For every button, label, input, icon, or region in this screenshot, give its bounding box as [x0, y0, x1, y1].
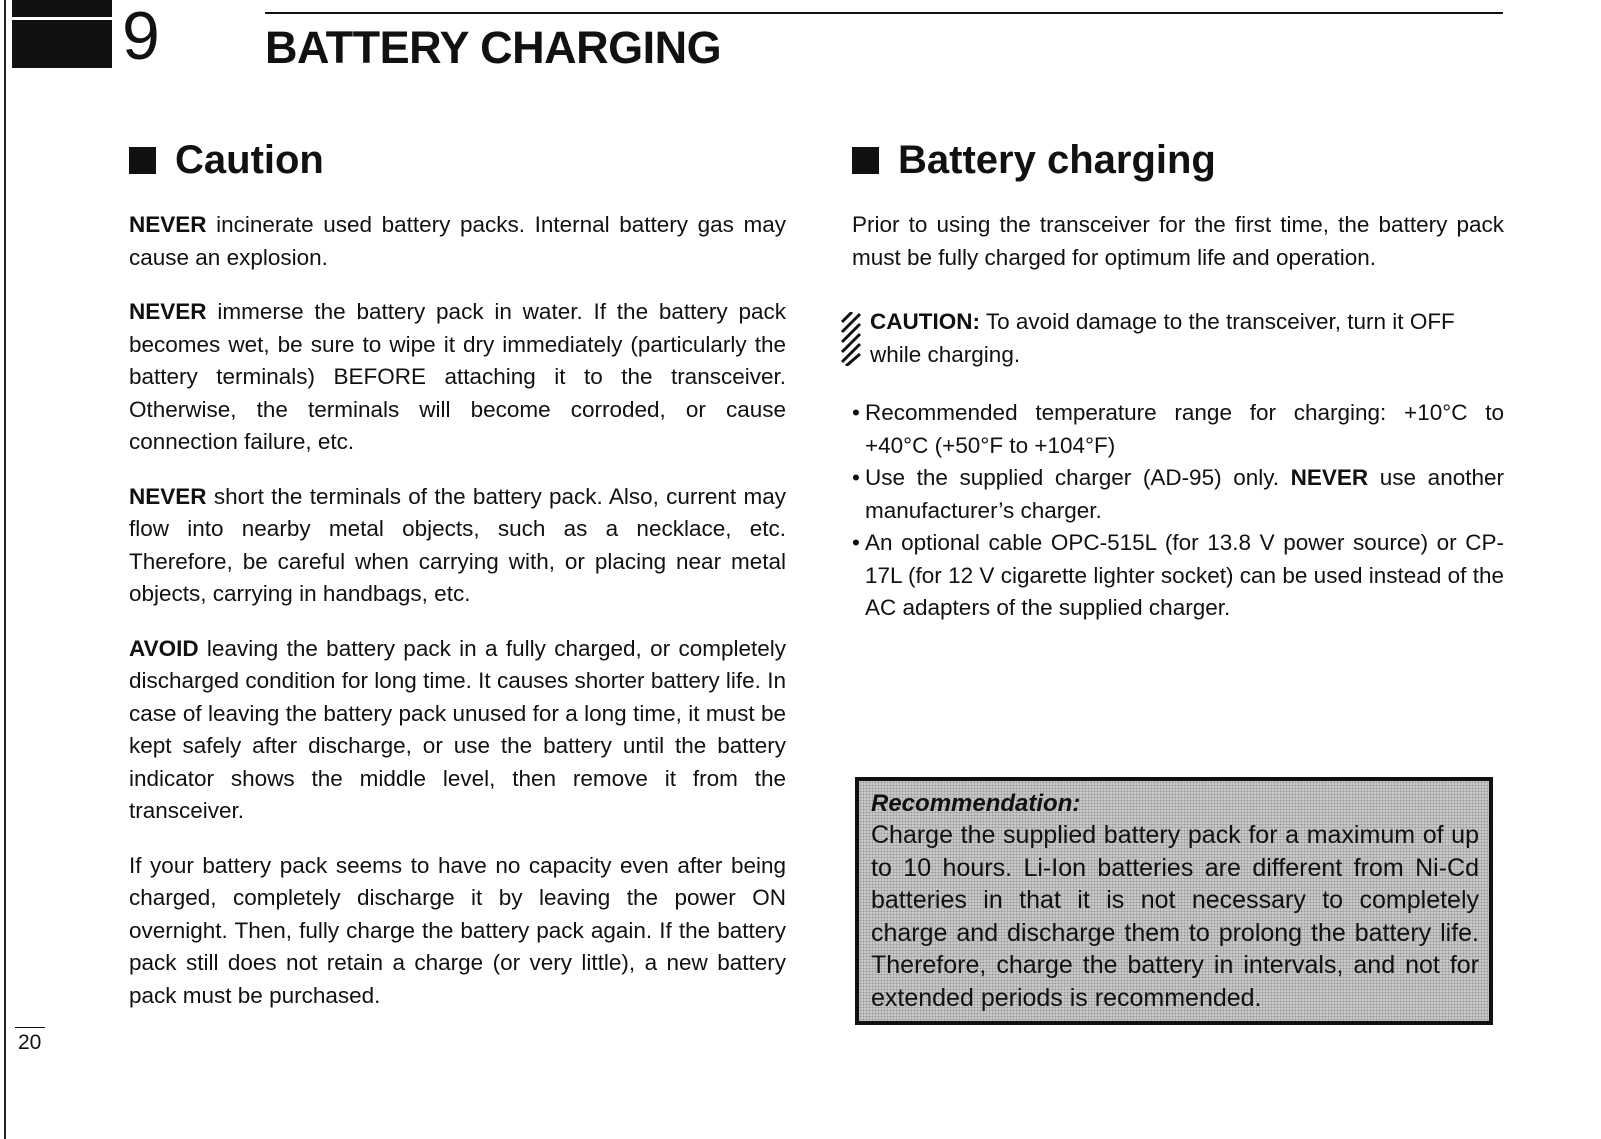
caution-paragraph-5: If your battery pack seems to have no capacity even after being charged, completely discharge it by leaving the power ON overnight. Then, fully charge the battery pack again. If the battery pack still does not retain a charge (or very little), a new battery pack must be purchased. [129, 852, 786, 1008]
chapter-title: BATTERY CHARGING [265, 22, 722, 73]
bullet-dot: • [852, 400, 860, 425]
recommendation-text: Charge the supplied battery pack for a maximum of up to 10 hours. Li-Ion batteries are different from Ni-Cd batteries in that it is not necessary to completely charge and discharge them to prolong the battery life. Therefore, charge the battery in intervals, and not for extended periods is recommended. [871, 821, 1479, 1012]
caution-hatch-icon [840, 312, 864, 366]
list-item-text: An optional cable OPC-515L (for 13.8 V power source) or CP-17L (for 12 V cigarette lighter socket) can be used instead of the AC adapters of the supplied charger. [865, 530, 1504, 620]
charging-intro: Prior to using the transceiver for the first time, the battery pack must be fully charged for optimum life and operation. [852, 212, 1504, 270]
paragraph-lead: AVOID [129, 635, 199, 661]
chapter-number: 9 [122, 0, 160, 74]
caution-note [840, 306, 1504, 371]
paragraph-text: immerse the battery pack in water. If the battery pack becomes wet, be sure to wipe it dry immediately (particularly the battery terminals) BEFORE attaching it to the transceiver. Otherwise, the terminals will become corroded, or cause connection failure, etc. [129, 299, 786, 454]
list-item-text-post: use another manufacturer’s charger. [865, 465, 1504, 523]
recommendation-title: Recommendation: [871, 790, 1081, 817]
battery-charging-column [852, 209, 1504, 625]
caution-heading-text: Caution [175, 138, 324, 182]
recommendation-box [855, 777, 1493, 1025]
page-number-rule [15, 1027, 45, 1028]
list-item [852, 462, 1504, 527]
list-item [852, 527, 1504, 625]
bullet-dot: • [852, 465, 860, 490]
caution-paragraph-1 [129, 209, 786, 274]
chapter-tab-block [12, 0, 112, 68]
battery-charging-heading [852, 137, 1216, 183]
caution-note-text [870, 306, 1504, 371]
list-item-text-pre: Use the supplied charger (AD-95) only. [865, 465, 1291, 490]
page-edge-line [4, 0, 6, 1139]
caution-column [129, 209, 786, 1034]
paragraph-text: short the terminals of the battery pack. Also, current may flow into nearby metal objects, such as a necklace, etc. Therefore, be careful when carrying with, or placing near metal objects, carrying in handbags, etc. [129, 483, 786, 606]
paragraph-lead: NEVER [129, 483, 207, 509]
chapter-title-rule [265, 12, 1503, 14]
list-item [852, 397, 1504, 462]
battery-charging-heading-text: Battery charging [898, 138, 1216, 182]
caution-paragraph-2 [129, 296, 786, 459]
paragraph-lead: NEVER [129, 299, 207, 324]
list-item-text-bold: NEVER [1290, 465, 1369, 490]
square-bullet-icon [852, 147, 879, 174]
list-item-text: Recommended temperature range for charging: +10°C to +40°C (+50°F to +104°F) [865, 400, 1504, 458]
page-number: 20 [18, 1031, 42, 1054]
square-bullet-icon [129, 147, 156, 174]
charging-bullet-list [852, 397, 1504, 625]
paragraph-text: leaving the battery pack in a fully charged, or completely discharged condition for long time. It causes shorter battery life. In case of leaving the battery pack unused for a long time, it must be kept safely after discharge, or use the battery until the battery indicator shows the middle level, then remove it from the transceiver. [129, 635, 786, 823]
chapter-tab-notch [12, 17, 112, 20]
caution-label: CAUTION: [870, 309, 980, 334]
caution-paragraph-4 [129, 633, 786, 828]
bullet-dot: • [852, 530, 860, 555]
caution-paragraph-3 [129, 481, 786, 611]
caution-heading [129, 137, 324, 183]
paragraph-lead: NEVER [129, 212, 207, 237]
paragraph-text: incinerate used battery packs. Internal battery gas may cause an explosion. [129, 212, 786, 270]
caution-body: To avoid damage to the transceiver, turn it OFF while charging. [870, 309, 1455, 367]
